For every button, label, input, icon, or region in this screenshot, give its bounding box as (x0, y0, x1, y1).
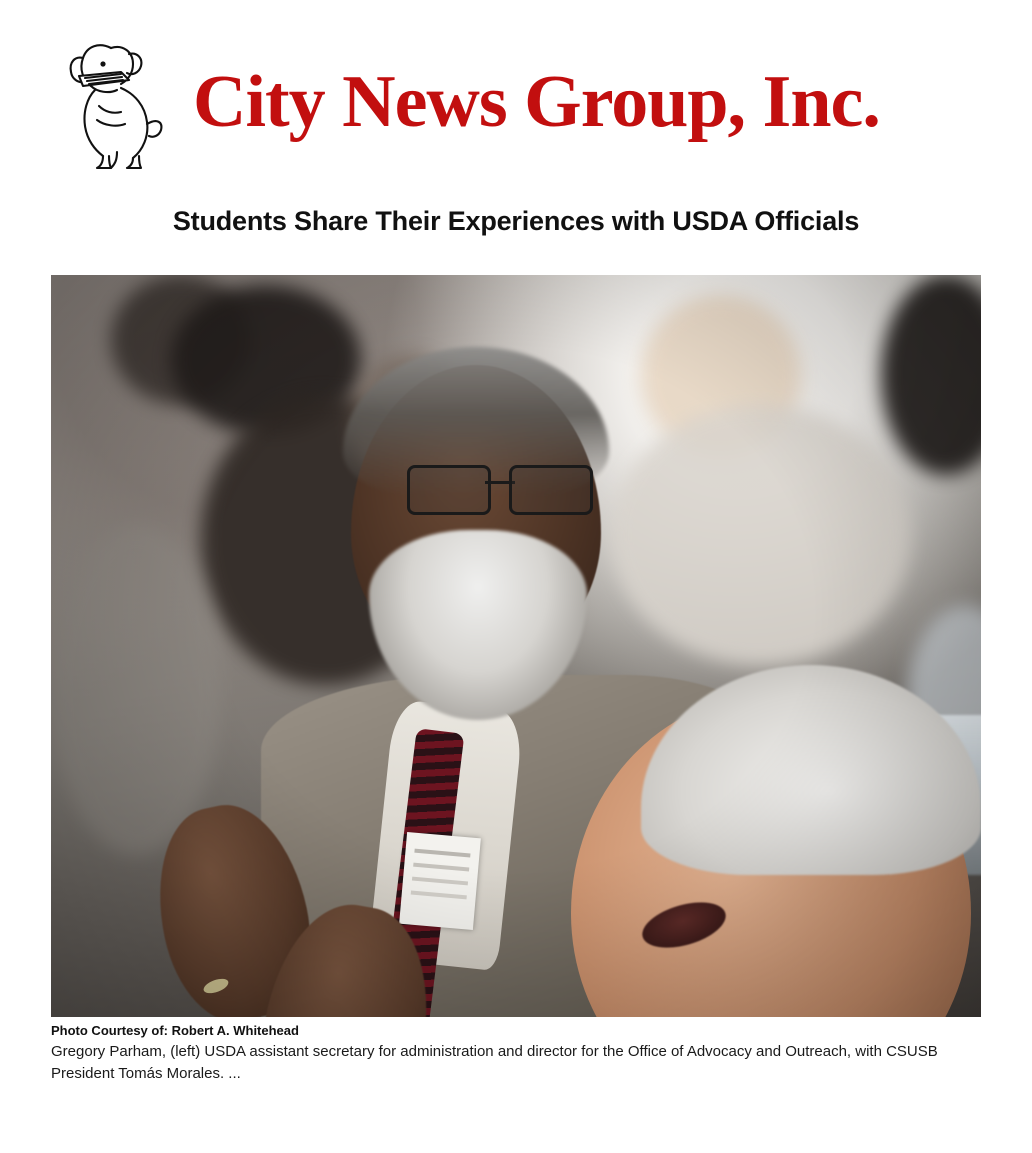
photo-credit: Photo Courtesy of: Robert A. Whitehead (51, 1023, 299, 1038)
eyeglasses-icon (407, 465, 593, 511)
photo-crowd-blur (611, 405, 911, 665)
article-photo (51, 275, 981, 1017)
photo-name-badge (399, 832, 481, 930)
article-page (0, 28, 1032, 1153)
site-masthead (51, 28, 981, 176)
dog-with-newspaper-icon (59, 32, 177, 172)
photo-caption: Gregory Parham, (left) USDA assistant secretary for administration and director for the Office of Advocacy and Outreach, with CSUSB President Tomás Morales. ... (51, 1043, 938, 1082)
photo-crowd-blur (51, 525, 221, 855)
article-headline: Students Share Their Experiences with USDA Officials (172, 206, 860, 236)
masthead-title: City News Group, Inc. (193, 61, 880, 143)
article-photo-block (51, 275, 981, 1085)
